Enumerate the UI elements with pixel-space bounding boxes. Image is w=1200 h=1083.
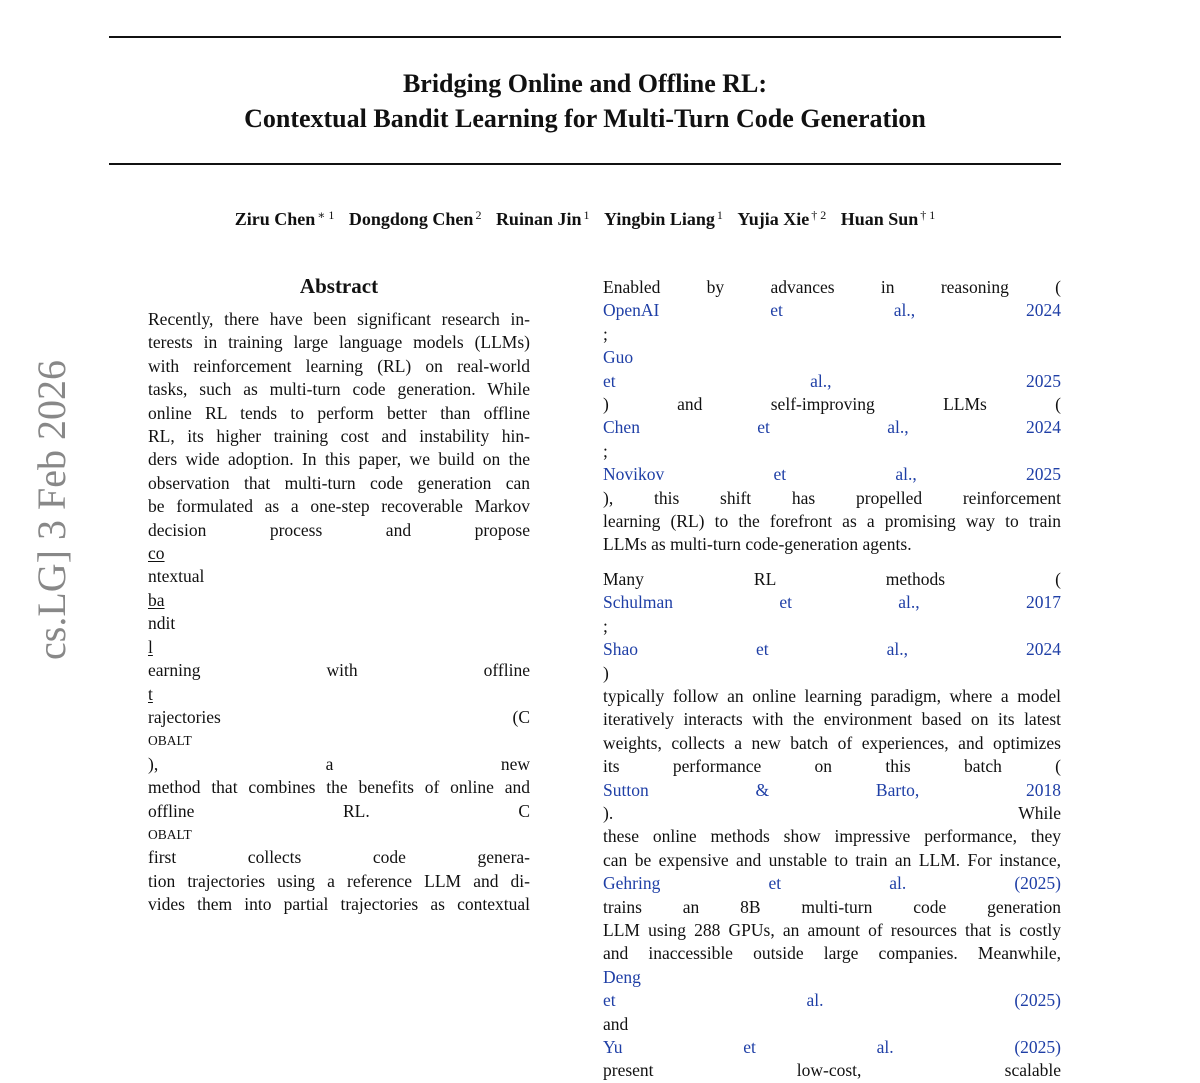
citation-link[interactable]: Schulman et al., 2017	[603, 592, 1061, 613]
intro-line: weights, collects a new batch of experiences, and optimizes	[603, 732, 1061, 753]
author: Ziru Chen $^{∗ 1}$	[234, 208, 335, 229]
author-affiliation: 1	[583, 208, 590, 222]
author: Yujia Xie $^{\dagger 2}$	[737, 208, 827, 229]
citation-link[interactable]: Yu et al. (2025)	[603, 1037, 1061, 1057]
abstract-line: observation that multi-turn code generation can	[148, 472, 530, 493]
intro-line: et al. (2025) and Yu et al. (2025) present low-cost, scalable	[603, 990, 1061, 1081]
paper-title-line-2: Contextual Bandit Learning for Multi-Turn Code Generation	[244, 104, 926, 133]
author: Yingbin Liang $^1$	[603, 208, 723, 229]
author: Huan Sun $^{\dagger 1}$	[840, 208, 936, 229]
intro-line: learning (RL) to the forefront as a promising way to train	[603, 511, 1061, 532]
intro-paragraph-1	[603, 276, 1061, 557]
citation-link[interactable]: et al., 2025	[603, 370, 1061, 391]
intro-line: can be expensive and unstable to train an LLM. For instance,	[603, 849, 1061, 870]
title-rule-bottom	[109, 163, 1061, 165]
abstract-line: offline RL. C OBALT first collects code genera-	[148, 800, 530, 868]
intro-line: iteratively interacts with the environment based on its latest	[603, 709, 1061, 730]
citation-link[interactable]: OpenAI et al., 2024	[603, 300, 1061, 321]
author-affiliation: 2	[475, 208, 482, 222]
citation-link[interactable]: Sutton & Barto, 2018	[603, 779, 1061, 800]
intro-line: Enabled by advances in reasoning ( OpenAI et al., 2024 ; Guo	[603, 277, 1061, 368]
intro-line: these online methods show impressive performance, they	[603, 826, 1061, 847]
citation-link[interactable]: et al. (2025)	[603, 990, 1061, 1011]
intro-line: LLMs as multi-turn code-generation agents.	[603, 534, 912, 555]
title-rule-top	[109, 36, 1061, 38]
abstract-line: method that combines the benefits of online and	[148, 777, 530, 798]
abstract-line: Recently, there have been significant research in-	[148, 309, 530, 329]
citation-link[interactable]: Novikov et al., 2025	[603, 464, 1061, 485]
abstract-line: decision process and propose co ntextual ba ndit	[148, 519, 530, 634]
introduction-body	[603, 276, 1061, 1083]
abstract-body	[148, 308, 530, 917]
arxiv-identifier-stamp: cs.LG] 3 Feb 2026	[29, 360, 74, 660]
intro-paragraph-2	[603, 568, 1061, 1083]
citation-link[interactable]: Chen et al., 2024	[603, 417, 1061, 438]
author: Dongdong Chen $^2$	[348, 208, 482, 229]
author-affiliation: 1	[716, 208, 723, 222]
author-list	[109, 208, 1061, 230]
method-name-smallcaps: OBALT	[148, 733, 192, 749]
abstract-line: RL, its higher training cost and instability hin-	[148, 426, 530, 447]
abstract-line: with reinforcement learning (RL) on real-world	[148, 355, 530, 376]
intro-line: Many RL methods ( Schulman et al., 2017 ; Shao et al., 2024 )	[603, 568, 1061, 683]
intro-line: Gehring et al. (2025) trains an 8B multi-turn code generation	[603, 873, 1061, 917]
paper-title-line-1: Bridging Online and Offline RL:	[402, 69, 768, 98]
abstract-line: vides them into partial trajectories as contextual	[148, 894, 530, 915]
abstract-line: online RL tends to perform better than offline	[148, 402, 530, 423]
author: Ruinan Jin $^1$	[495, 208, 590, 229]
citation-link[interactable]: Shao et al., 2024	[603, 639, 1061, 660]
citation-link[interactable]: Deng	[603, 966, 641, 987]
abstract-line: tasks, such as multi-turn code generation. While	[148, 379, 530, 400]
abstract-line: tion trajectories using a reference LLM and di-	[148, 870, 530, 891]
author-affiliation: † 2	[811, 208, 827, 222]
intro-line: its performance on this batch ( Sutton & Barto, 2018 ). While	[603, 756, 1061, 823]
intro-line: LLM using 288 GPUs, an amount of resources that is costly	[603, 919, 1061, 940]
method-name-smallcaps: OBALT	[148, 826, 192, 842]
abstract-line: l earning with offline t rajectories (C OBALT ), a new	[148, 636, 530, 774]
abstract-line: be formulated as a one-step recoverable Markov	[148, 496, 530, 517]
intro-line: typically follow an online learning paradigm, where a model	[603, 685, 1061, 706]
abstract-heading: Abstract	[299, 274, 379, 298]
citation-link[interactable]: Gehring et al. (2025)	[603, 873, 1061, 894]
intro-line: Novikov et al., 2025 ), this shift has propelled reinforcement	[603, 464, 1061, 508]
abstract-line: ders wide adoption. In this paper, we build on the	[148, 449, 530, 470]
abstract-line: terests in training large language models (LLMs)	[148, 332, 530, 353]
author-affiliation: ∗ 1	[317, 208, 335, 222]
intro-line: and inaccessible outside large companies. Meanwhile, Deng	[603, 943, 1061, 987]
citation-link[interactable]: Guo	[603, 347, 634, 368]
intro-line: et al., 2025 ) and self-improving LLMs ( Chen et al., 2024 ;	[603, 370, 1061, 461]
author-affiliation: † 1	[920, 208, 936, 222]
